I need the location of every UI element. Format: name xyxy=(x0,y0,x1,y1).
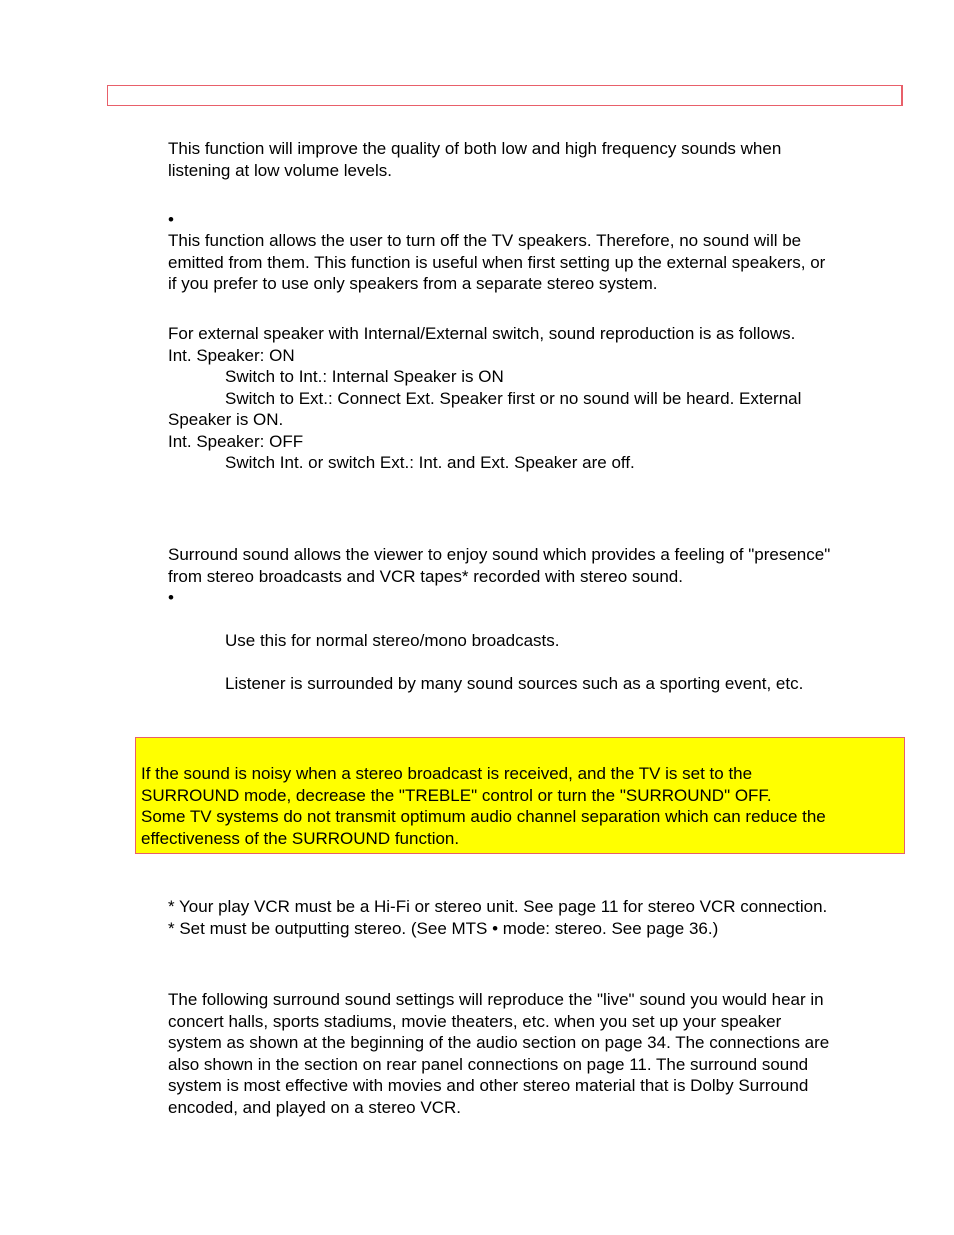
surround-option-off: Use this for normal stereo/mono broadcasts. xyxy=(225,631,560,650)
note-line: effectiveness of the SURROUND function. xyxy=(141,828,460,848)
int-off-switch: Switch Int. or switch Ext.: Int. and Ext. Speaker are off. xyxy=(225,453,635,472)
external-speaker-section xyxy=(168,323,908,474)
text-line: system as shown at the beginning of the audio section on page 34. The connections are xyxy=(168,1033,830,1052)
surround-option-on: Listener is surrounded by many sound sources such as a sporting event, etc. xyxy=(225,674,804,693)
surround-description xyxy=(168,544,908,609)
note-box xyxy=(135,737,905,854)
note-line: If the sound is noisy when a stereo broadcast is received, and the TV is set to the xyxy=(141,764,753,783)
int-on-switch-ext: Switch to Ext.: Connect Ext. Speaker first or no sound will be heard. External xyxy=(225,388,802,408)
header-title-box xyxy=(107,85,903,106)
int-speaker-off-label: Int. Speaker: OFF xyxy=(168,431,304,451)
footnote: * Set must be outputting stereo. (See MTS • mode: stereo. See page 36.) xyxy=(168,918,719,938)
external-intro: For external speaker with Internal/External switch, sound reproduction is as follows. xyxy=(168,324,796,343)
text-line: concert halls, sports stadiums, movie theaters, etc. when you set up your speaker xyxy=(168,1011,782,1031)
text-line: system is most effective with movies and other stereo material that is Dolby Surround xyxy=(168,1076,809,1095)
text-line: emitted from them. This function is useful when first setting up the external speakers, or xyxy=(168,252,826,272)
note-text xyxy=(141,763,901,849)
note-line: SURROUND mode, decrease the "TREBLE" control or turn the "SURROUND" OFF. xyxy=(141,785,772,805)
speakers-bullet: • xyxy=(168,210,174,229)
text-line: if you prefer to use only speakers from a separate stereo system. xyxy=(168,274,658,293)
surround-settings-description xyxy=(168,989,908,1118)
int-on-switch-ext-cont: Speaker is ON. xyxy=(168,410,284,429)
footnote: * Your play VCR must be a Hi-Fi or stereo unit. See page 11 for stereo VCR connection. xyxy=(168,897,828,916)
text-line: listening at low volume levels. xyxy=(168,160,392,180)
footnotes xyxy=(168,896,908,939)
speakers-description xyxy=(168,230,908,295)
note-line: Some TV systems do not transmit optimum audio channel separation which can reduce the xyxy=(141,807,826,826)
text-line: This function will improve the quality of both low and high frequency sounds when xyxy=(168,139,782,158)
text-line: encoded, and played on a stereo VCR. xyxy=(168,1097,461,1117)
text-line: from stereo broadcasts and VCR tapes* recorded with stereo sound. xyxy=(168,566,683,586)
int-on-switch-int: Switch to Int.: Internal Speaker is ON xyxy=(225,367,504,386)
surround-bullet: • xyxy=(168,588,174,607)
text-line: Surround sound allows the viewer to enjoy sound which provides a feeling of "presence" xyxy=(168,545,831,564)
text-line: The following surround sound settings will reproduce the "live" sound you would hear in xyxy=(168,990,824,1009)
text-line: This function allows the user to turn off the TV speakers. Therefore, no sound will be xyxy=(168,231,802,250)
int-speaker-on-label: Int. Speaker: ON xyxy=(168,345,295,365)
bass-treble-description xyxy=(168,138,908,181)
text-line: also shown in the section on rear panel connections on page 11. The surround sound xyxy=(168,1054,809,1074)
